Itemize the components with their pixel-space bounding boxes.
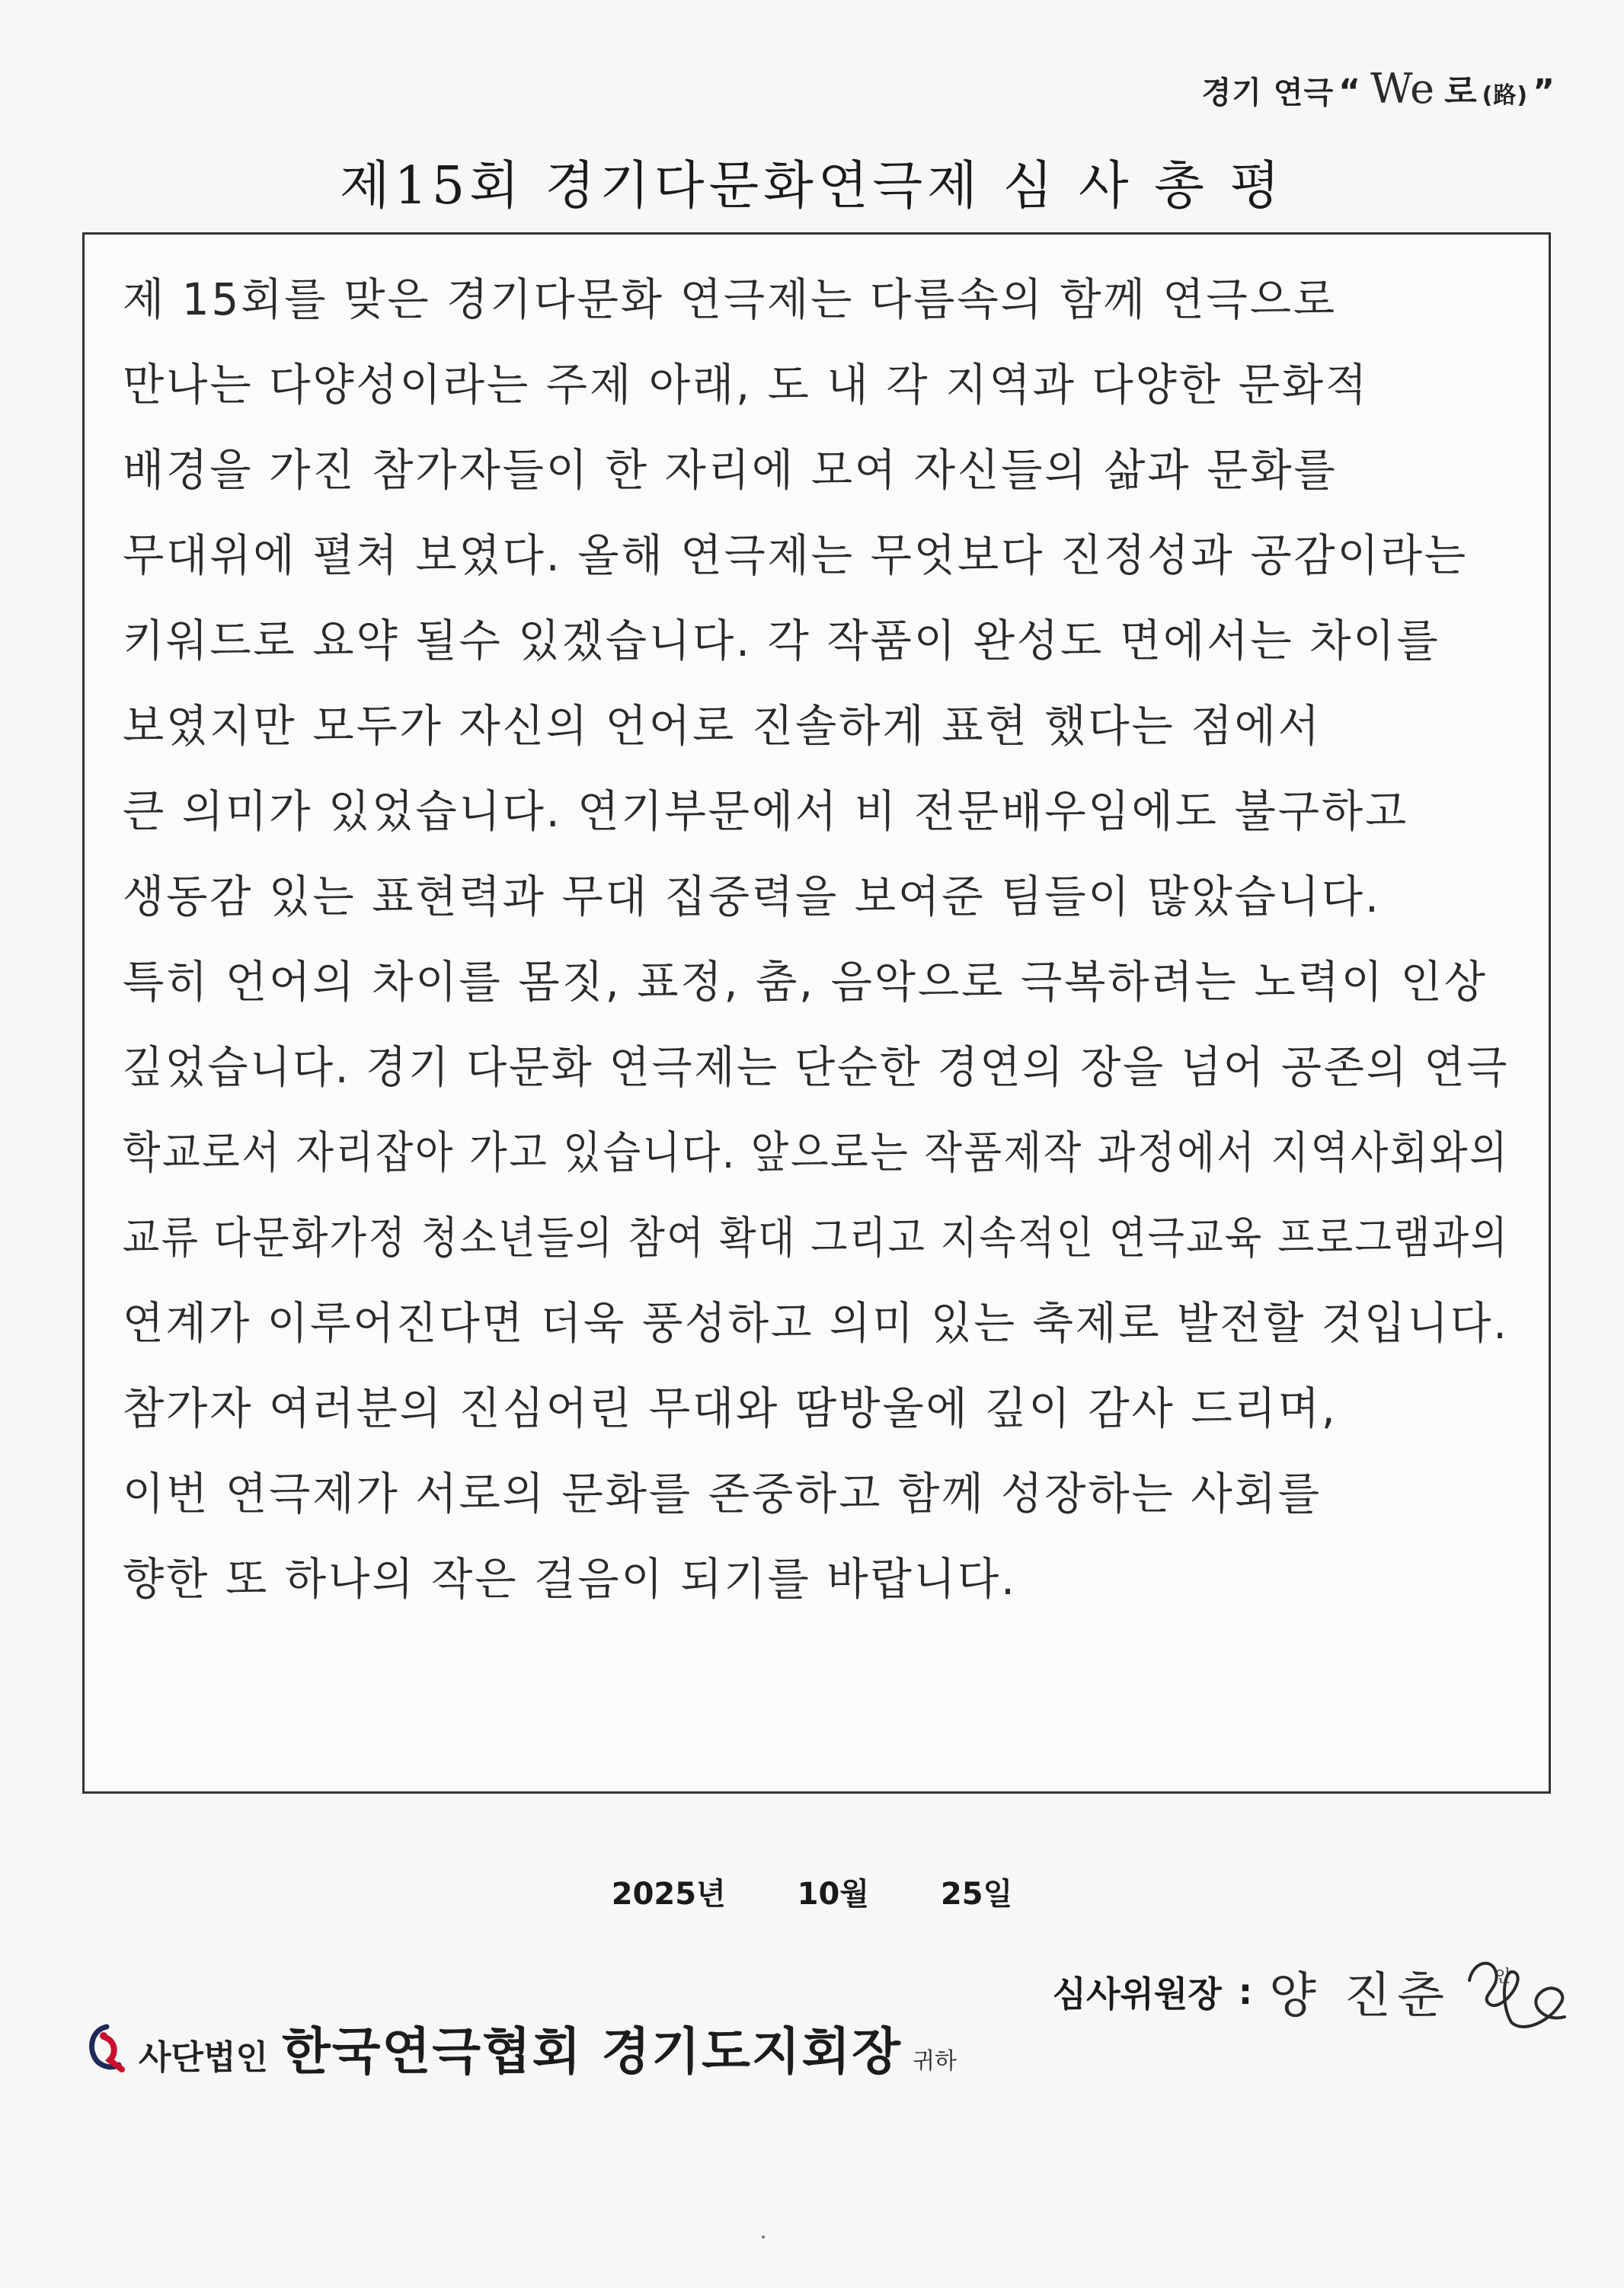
recipient-row: [84, 2011, 957, 2083]
review-line: 특히 언어의 차이를 몸짓, 표정, 춤, 음악으로 극복하려는 노력이 인상: [123, 956, 1488, 1008]
judge-signature-row: [1053, 1950, 1572, 2034]
date-month: 10월: [797, 1877, 869, 1912]
review-line: 제 15회를 맞은 경기다문화 연극제는 다름속의 함께 연극으로: [123, 273, 1337, 325]
review-line: 생동감 있는 표현력과 무대 집중력을 보여준 팀들이 많았습니다.: [123, 871, 1381, 922]
seal-text: 인: [1495, 1967, 1511, 1986]
header-tag: [1202, 64, 1555, 113]
review-line: 무대위에 펼쳐 보였다. 올해 연극제는 무엇보다 진정성과 공감이라는: [123, 529, 1469, 581]
review-line: 깊었습니다. 경기 다문화 연극제는 단순한 경연의 장을 넘어 공존의 연극: [123, 1041, 1510, 1093]
review-line: 참가자 여러분의 진심어린 무대와 땀방울에 깊이 감사 드리며,: [123, 1382, 1338, 1434]
recipient-organization: 한국연극협회 경기도지회장: [282, 2021, 903, 2081]
header-close-quote: ”: [1533, 72, 1555, 111]
date-year: 2025년: [611, 1877, 726, 1912]
judge-title: 심사위원장: [1052, 1973, 1222, 2015]
review-line: 연계가 이루어진다면 더욱 풍성하고 의미 있는 축제로 발전할 것입니다.: [123, 1297, 1509, 1349]
review-line: 교류 다문화가정 청소년들의 참여 확대 그리고 지속적인 연극교육 프로그램과의: [123, 1212, 1510, 1264]
recipient-suffix: 귀하: [913, 2048, 957, 2075]
review-line: 만나는 다양성이라는 주제 아래, 도 내 각 지역과 다양한 문화적: [123, 359, 1370, 411]
header-tag-we: We: [1370, 65, 1436, 113]
header-tag-hanja: (路): [1482, 82, 1529, 109]
theatre-association-logo-icon: [84, 2022, 128, 2072]
review-line: 큰 의미가 있었습니다. 연기부문에서 비 전문배우임에도 불구하고: [123, 785, 1409, 837]
review-line: 키워드로 요약 될수 있겠습니다. 각 작품이 완성도 면에서는 차이를: [123, 615, 1440, 666]
scan-speck: [762, 2235, 765, 2238]
header-open-quote: “: [1338, 72, 1362, 111]
review-line: 보였지만 모두가 자신의 언어로 진솔하게 표현 했다는 점에서: [123, 700, 1322, 752]
judge-name: 양 진춘: [1269, 1968, 1450, 2024]
review-line: 학교로서 자리잡아 가고 있습니다. 앞으로는 작품제작 과정에서 지역사회와의: [123, 1126, 1510, 1178]
judge-colon: :: [1238, 1971, 1253, 2012]
review-line: 배경을 가진 참가자들이 한 자리에 모여 자신들의 삶과 문화를: [123, 444, 1338, 496]
date-row: [0, 1870, 1624, 1913]
handwritten-signature-icon: [1458, 1950, 1572, 2034]
document-title: 제15회 경기다문화연극제 심 사 총 평: [339, 156, 1285, 216]
header-tag-prefix: 경기 연극: [1201, 75, 1335, 110]
date-day: 25일: [940, 1877, 1013, 1912]
header-tag-ro: 로: [1444, 72, 1478, 111]
review-box: [82, 232, 1551, 1794]
review-line: 이번 연극제가 서로의 문화를 존중하고 함께 성장하는 사회를: [123, 1468, 1322, 1519]
recipient-prefix: 사단법인: [139, 2038, 269, 2077]
review-line: 향한 또 하나의 작은 걸음이 되기를 바랍니다.: [123, 1553, 1017, 1605]
